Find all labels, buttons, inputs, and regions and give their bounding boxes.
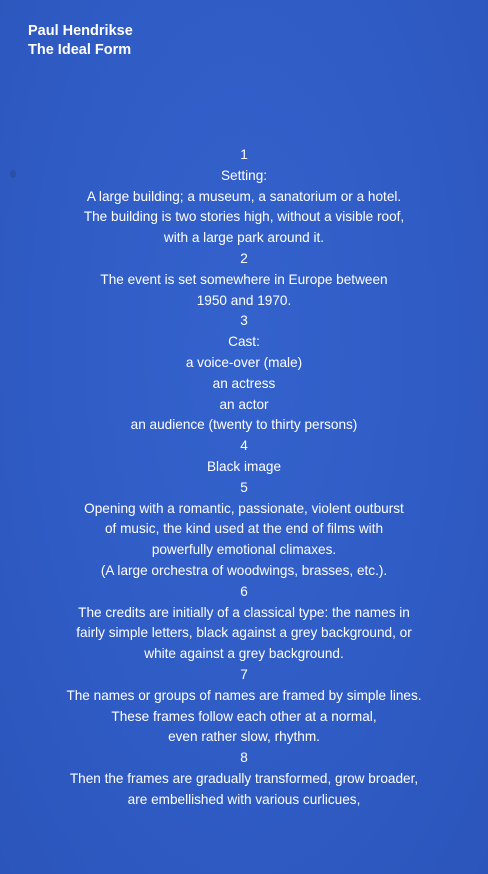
section-7	[0, 665, 488, 748]
text-line: (A large orchestra of woodwings, brasses, etc.).	[100, 562, 388, 578]
section-number: 4	[240, 438, 248, 454]
section-number: 2	[240, 250, 248, 266]
section-number: 6	[240, 583, 248, 599]
text-line: Cast:	[228, 334, 260, 350]
section-number: 3	[240, 313, 248, 329]
section-number: 7	[240, 666, 248, 682]
text-line: are embellished with various curlicues,	[127, 791, 361, 807]
author-name: Paul Hendrikse	[28, 23, 133, 39]
text-line: an actress	[212, 375, 276, 391]
section-6	[0, 582, 488, 665]
text-line: powerfully emotional climaxes.	[151, 542, 337, 558]
text-line: 1950 and 1970.	[196, 292, 292, 308]
text-line: fairly simple letters, black against a grey background, or	[76, 625, 412, 641]
text-line: with a large park around it.	[163, 230, 325, 246]
work-title: The Ideal Form	[28, 42, 132, 58]
text-line: Black image	[206, 458, 282, 474]
section-number: 8	[240, 750, 248, 766]
text-line: Setting:	[220, 167, 268, 183]
section-5	[0, 478, 488, 582]
text-line: an actor	[219, 396, 269, 412]
text-line: These frames follow each other at a normal,	[111, 708, 377, 724]
section-4	[0, 436, 488, 478]
text-line: The building is two stories high, without a visible roof,	[83, 209, 405, 225]
section-number: 1	[240, 147, 248, 162]
script-text	[0, 145, 488, 811]
text-line: Opening with a romantic, passionate, violent outburst	[84, 500, 404, 516]
text-line: The credits are initially of a classical type: the names in	[78, 604, 410, 620]
section-1	[0, 145, 488, 249]
section-number: 5	[240, 479, 248, 495]
text-line: of music, the kind used at the end of films with	[104, 521, 384, 537]
text-line: Then the frames are gradually transformed, grow broader,	[69, 770, 419, 786]
section-2	[0, 249, 488, 311]
section-8	[0, 748, 488, 810]
section-3	[0, 311, 488, 436]
text-line: an audience (twenty to thirty persons)	[130, 417, 358, 433]
text-line: even rather slow, rhythm.	[168, 729, 320, 745]
text-line: A large building; a museum, a sanatorium or a hotel.	[86, 188, 402, 204]
text-line: The event is set somewhere in Europe between	[100, 271, 388, 287]
text-line: The names or groups of names are framed by simple lines.	[66, 687, 422, 703]
text-line: white against a grey background.	[144, 646, 344, 662]
text-line: a voice-over (male)	[185, 354, 303, 370]
page-header	[28, 22, 133, 60]
